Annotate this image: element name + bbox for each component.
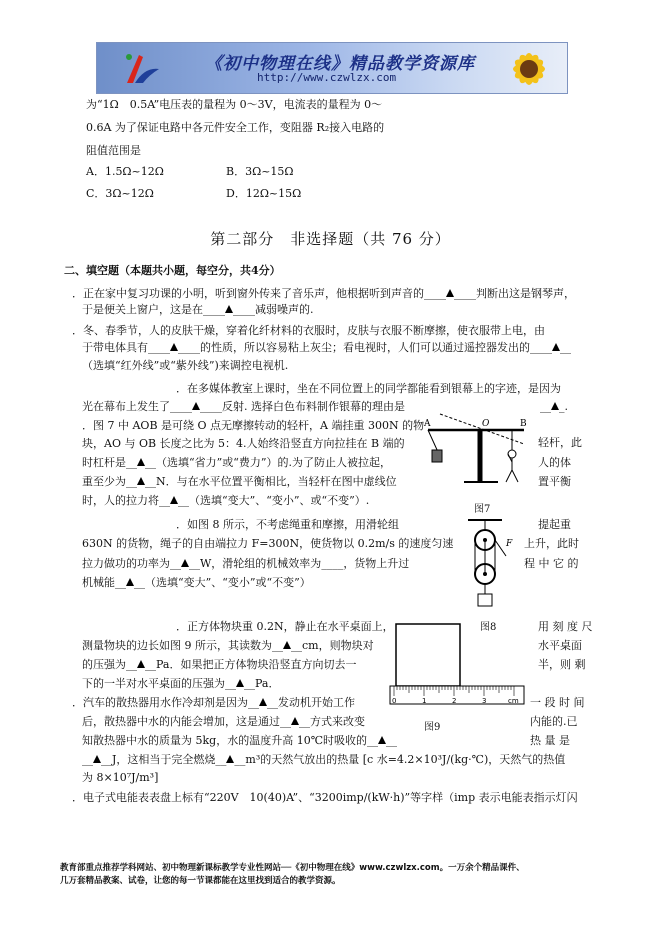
q5-line-1-right: 提起重 [538, 518, 571, 531]
q7-line-5: 为 8×10⁷J/m³] [82, 771, 159, 784]
blank-triangle-icon [170, 343, 178, 351]
blank-triangle-icon [283, 641, 291, 649]
q6-text-f: 下的一半对水平桌面的压强为 [82, 677, 225, 690]
figure-9-ruler-block [388, 620, 528, 716]
sunflower-image [497, 42, 561, 94]
figure-7-lever [420, 410, 538, 498]
fig7-caption: 图7 [474, 504, 491, 515]
ruler-unit: cm [508, 697, 519, 705]
q5-line-2-right: 上升，此时 [524, 537, 579, 550]
site-logo [119, 49, 163, 89]
blank-triangle-icon [259, 698, 267, 706]
fig7-label-b: B [520, 419, 527, 429]
section-title: 第二部分 非选择题（共 76 分） [210, 230, 451, 248]
option-b: B．3Ω~15Ω [226, 165, 294, 178]
q4-text-f: N．与在水平位置平衡相比，当轻杆在图中虚线位 [156, 475, 397, 488]
q8-line-1: ．电子式电能表表盘上标有“220V 10(40)A”、“3200imp/(kW·h)”等字样（imp 表示电能表指示灯闪 [72, 791, 578, 804]
q6-text-c: cm，则物块对 [302, 639, 374, 652]
q4-line-3-right: 人的体 [538, 456, 571, 469]
q6-text-g: Pa． [255, 677, 280, 690]
q6-text-e: Pa．如果把正方体物块沿竖直方向切去一 [156, 658, 357, 671]
q4-line-4-right: 置平衡 [538, 475, 571, 488]
fig9-caption: 图9 [424, 722, 441, 733]
q6-line-2-right: 水平桌面 [538, 639, 582, 652]
header-banner [96, 42, 568, 94]
ruler-tick-1: 1 [422, 697, 427, 705]
q5-text-g: （选填“变大”、“变小”或“不变”） [145, 576, 311, 589]
q5-line-1: ．如图 8 所示，不考虑绳重和摩擦，用滑轮组 [176, 518, 399, 531]
q4-line-3: 时杠杆是__ __（选填“省力”或“费力”）的.为了防止人被拉起， [82, 456, 391, 469]
blank-triangle-icon [446, 289, 454, 297]
q6-line-1-right: 用 刻 度 尺 [538, 620, 593, 633]
q7-text-b: 发动机开始工作 [278, 696, 355, 709]
q4-line-1-right: 轻杆，此 [538, 436, 582, 449]
q5-line-2: 630N 的货物，绳子的自由端拉力 F=300N，使货物以 0.2m/s 的速度匀速 [82, 537, 454, 550]
blank-triangle-icon [226, 755, 234, 763]
q7-text-c: 后，散热器中水的内能会增加，这是通过 [82, 715, 280, 728]
q7-text-g: m³的天然气放出的热量 [c 水=4.2×10³J/(kg·℃)，天然气的热值 [245, 753, 566, 766]
blank-triangle-icon [236, 679, 244, 687]
blank-triangle-icon [192, 402, 200, 410]
q4-line-5: 时，人的拉力将__ __（选填“变大”、“变小”、或“不变”）. [82, 494, 370, 507]
prev-question-line-1: 为“1Ω 0.5A”电压表的量程为 0～3V，电流表的量程为 0～ [86, 98, 383, 111]
blank-triangle-icon [378, 736, 386, 744]
q6-text-b: 测量物块的边长如图 9 所示，其读数为 [82, 639, 272, 652]
q7-line-2: 后，散热器中水的内能会增加，这是通过__ __方式来改变 [82, 715, 365, 728]
q5-line-3: 拉力做功的功率为__ __W，滑轮组的机械效率为____，货物上升过 [82, 557, 410, 570]
q3-line-1: ．在多媒体教室上课时，坐在不同位置上的同学都能看到银幕上的字迹，是因为 [176, 382, 561, 395]
figure-8-pulley [462, 516, 522, 612]
q6-line-2: 测量物块的边长如图 9 所示，其读数为__ __cm，则物块对 [82, 639, 374, 652]
q5-text-f: 机械能 [82, 576, 115, 589]
q1-line-2: 于是便关上窗户，这是在____ ____减弱噪声的. [82, 303, 314, 316]
q1-line-1: ．正在家中复习功课的小明，听到窗外传来了音乐声，他根据听到声音的____ ____判断出这是钢琴声， [72, 287, 575, 300]
blank-triangle-icon [137, 660, 145, 668]
blank-triangle-icon [225, 305, 233, 313]
fig8-caption: 图8 [480, 622, 497, 633]
q5-text-e: ，货物上升过 [343, 557, 410, 570]
footer-line-1: 教育部重点推荐学科网站、初中物理新课标教学专业性网站──《初中物理在线》www.czwlzx.com。一万余个精品课件、 [60, 863, 525, 873]
q4-line-1: ．图 7 中 AOB 是可绕 O 点无摩擦转动的轻杆，A 端挂重 300N 的物 [82, 419, 425, 432]
q7-line-3-right: 热 量 是 [530, 734, 570, 747]
q5-text-d: W，滑轮组的机械效率为 [200, 557, 322, 570]
q1-text-a: ．正在家中复习功课的小明，听到窗外传来了音乐声，他根据听到声音的 [72, 287, 424, 300]
fig8-label-f: F [506, 539, 513, 549]
q5-line-3-right: 程 中 它 的 [524, 557, 579, 570]
blank-triangle-icon [291, 717, 299, 725]
option-c: C．3Ω~12Ω [86, 187, 154, 200]
banner-title: 《初中物理在线》精品教学资源库 [205, 54, 475, 74]
q5-text-c: 拉力做功的功率为 [82, 557, 170, 570]
blank-triangle-icon [126, 578, 134, 586]
q4-line-2: 块，AO 与 OB 长度之比为 5：4.人始终沿竖直方向拉挂在 B 端的 [82, 437, 405, 450]
blank-triangle-icon [93, 755, 101, 763]
footer-line-2: 几万套精品教案、试卷，让您的每一节课都能在这里找到适合的教学资源。 [60, 876, 341, 886]
q1-text-c: 于是便关上窗户，这是在 [82, 303, 203, 316]
q6-text-d: 的压强为 [82, 658, 126, 671]
q6-line-1: ．正方体物块重 0.2N，静止在水平桌面上， [176, 620, 394, 633]
q2-line-3: （选填“红外线”或“紫外线”)来调控电视机. [82, 359, 289, 372]
q4-text-h: （选填“变大”、“变小”、或“不变”）. [189, 494, 370, 507]
blank-triangle-icon [137, 477, 145, 485]
q3-text-c: 反射. 选择白色布料制作银幕的理由是 [222, 400, 405, 413]
q4-text-d: （选填“省力”或“费力”）的.为了防止人被拉起， [156, 456, 391, 469]
q5-line-4: 机械能__ __（选填“变大”、“变小”或“不变”） [82, 576, 311, 589]
q2-line-2: 于带电体具有____ ____的性质，所以容易粘上灰尘；看电视时，人们可以通过遥控器发出的____ __ [82, 341, 571, 354]
ruler-tick-2: 2 [452, 697, 457, 705]
q2-line-1: ．冬、春季节，人的皮肤干燥，穿着化纤材料的衣服时，皮肤与衣服不断摩擦，使衣服带上电，由 [72, 324, 545, 337]
q3-line-2: 光在幕布上发生了____ ____反射. 选择白色布料制作银幕的理由是 [82, 400, 405, 413]
blank-triangle-icon [551, 402, 559, 410]
q7-text-f: J，这相当于完全燃烧 [112, 753, 216, 766]
ruler-tick-3: 3 [482, 697, 487, 705]
option-a: A．1.5Ω~12Ω [86, 165, 164, 178]
blank-triangle-icon [170, 496, 178, 504]
blank-triangle-icon [181, 559, 189, 567]
banner-url: http://www.czwlzx.com [257, 71, 397, 84]
fig7-label-a: A [424, 419, 431, 429]
q7-line-2-right: 内能的.已 [530, 715, 578, 728]
q3-blank: __ _. [540, 400, 568, 413]
q7-text-e: 知散热器中水的质量为 5kg，水的温度升高 10℃时吸收的 [82, 734, 367, 747]
page-footer [60, 862, 525, 888]
q3-text-b: 光在幕布上发生了 [82, 400, 170, 413]
blank-triangle-icon [552, 343, 560, 351]
option-d: D．12Ω~15Ω [226, 187, 302, 200]
q7-text-a: ．汽车的散热器用水作冷却剂是因为 [72, 696, 248, 709]
q7-line-4: __ __J，这相当于完全燃烧__ __m³的天然气放出的热量 [c 水=4.2×10³J/(kg·℃)，天然气的热值 [82, 753, 566, 766]
q4-text-c: 时杠杆是 [82, 456, 126, 469]
part2-heading: 二、填空题（本题共小题，每空分，共4分） [64, 264, 281, 277]
q2-text-c: 的性质，所以容易粘上灰尘；看电视时，人们可以通过遥控器发出的 [200, 341, 530, 354]
ruler-tick-0: 0 [392, 697, 397, 705]
prev-question-line-2: 0.6A 为了保证电路中各元件安全工作，变阻器 R₂接入电路的 [86, 121, 385, 134]
fig7-label-o: O [482, 419, 490, 429]
q2-text-b: 于带电体具有 [82, 341, 148, 354]
q7-line-3: 知散热器中水的质量为 5kg，水的温度升高 10℃时吸收的__ __ [82, 734, 397, 747]
q1-text-b: 判断出这是钢琴声， [476, 287, 575, 300]
q4-line-4: 重至少为__ __N．与在水平位置平衡相比，当轻杆在图中虚线位 [82, 475, 397, 488]
prev-question-line-3: 阻值范围是 [86, 144, 141, 157]
q1-text-d: 减弱噪声的. [255, 303, 314, 316]
q4-text-e: 重至少为 [82, 475, 126, 488]
q6-line-3-right: 半，则 剩 [538, 658, 586, 671]
q4-text-g: 时，人的拉力将 [82, 494, 159, 507]
q6-line-3: 的压强为__ __Pa．如果把正方体物块沿竖直方向切去一 [82, 658, 357, 671]
q7-line-1-right: 一 段 时 间 [530, 696, 585, 709]
q7-line-1: ．汽车的散热器用水作冷却剂是因为__ __发动机开始工作 [72, 696, 355, 709]
q7-text-d: 方式来改变 [310, 715, 365, 728]
blank-triangle-icon [137, 458, 145, 466]
q6-line-4: 下的一半对水平桌面的压强为__ __Pa． [82, 677, 280, 690]
